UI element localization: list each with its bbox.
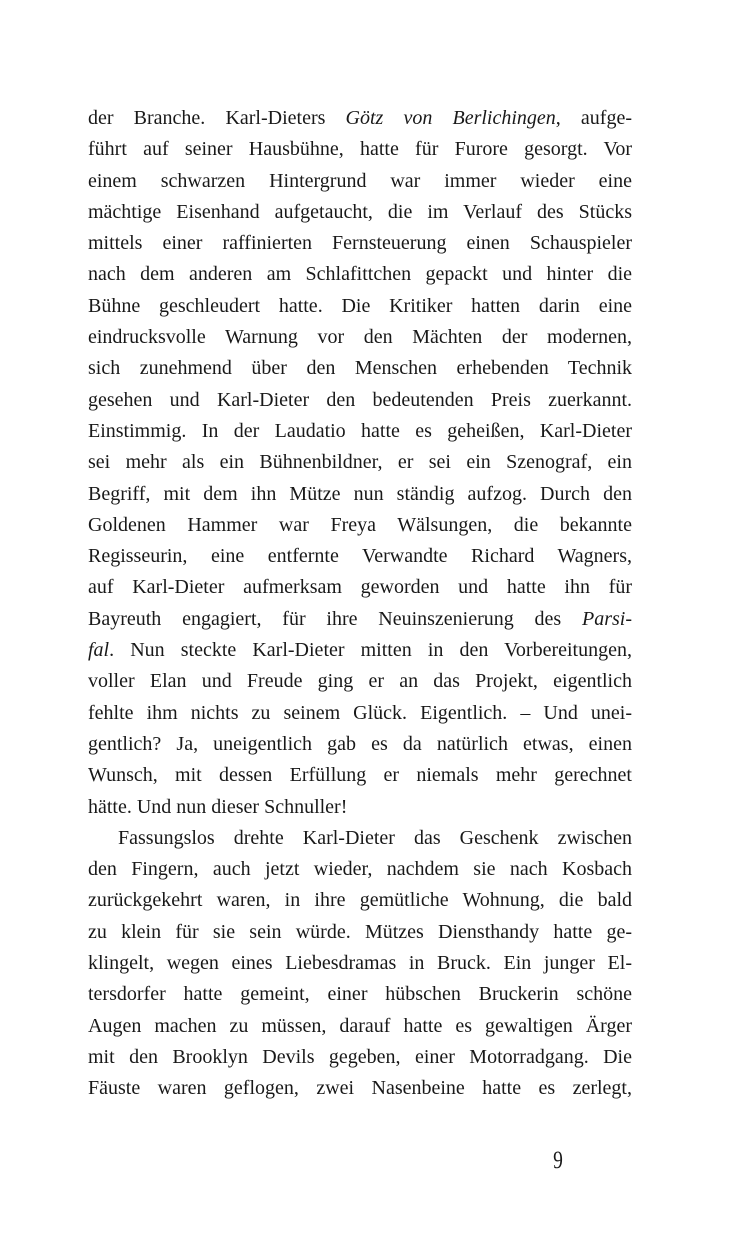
text-line — [88, 666, 632, 697]
text-segment: , aufge- — [555, 107, 632, 129]
text-segment: Begriff, mit dem ihn Mütze nun ständig aufzog. Durch den — [88, 482, 632, 505]
text-line — [88, 917, 632, 948]
page-number: 9 — [553, 1147, 563, 1174]
text-segment: mit den Brooklyn Devils gegeben, einer Motorradgang. Die — [88, 1045, 632, 1068]
text-segment: Fäuste waren geflogen, zwei Nasenbeine hatte es zerlegt, — [88, 1077, 632, 1100]
text-segment: einem schwarzen Hintergrund war immer wieder eine — [88, 169, 632, 192]
text-line — [88, 635, 632, 666]
text-line — [88, 479, 632, 510]
text-line — [88, 698, 632, 729]
text-segment: Bühne geschleudert hatte. Die Kritiker hatten darin eine — [88, 294, 632, 317]
text-segment: auf Karl-Dieter aufmerksam geworden und hatte ihn für — [88, 576, 632, 599]
text-line — [88, 541, 632, 572]
text-line — [88, 1073, 632, 1104]
text-segment: Regisseurin, eine entfernte Verwandte Richard Wagners, — [88, 545, 632, 568]
text-line — [88, 760, 632, 791]
text-segment: klingelt, wegen eines Liebesdramas in Bruck. Ein junger El- — [88, 952, 632, 975]
text-line — [88, 166, 632, 197]
text-segment: sich zunehmend über den Menschen erhebenden Technik — [88, 357, 632, 380]
text-line — [88, 291, 632, 322]
text-segment: fehlte ihm nichts zu seinem Glück. Eigentlich. – Und unei- — [88, 701, 632, 724]
text-segment: . Nun steckte Karl-Dieter mitten in den Vorbereitungen, — [109, 639, 632, 662]
text-segment: mittels einer raffinierten Fernsteuerung einen Schauspieler — [88, 232, 632, 255]
text-segment: Wunsch, mit dessen Erfüllung er niemals mehr gerechnet — [88, 764, 632, 787]
text-line — [88, 385, 632, 416]
italic-text-segment: Parsi- — [582, 607, 632, 630]
text-line — [88, 948, 632, 979]
text-line — [88, 510, 632, 541]
text-segment: führt auf seiner Hausbühne, hatte für Furore gesorgt. Vor — [88, 138, 632, 161]
text-line — [88, 353, 632, 384]
text-line — [88, 979, 632, 1010]
text-line — [88, 1011, 632, 1042]
text-line — [88, 854, 632, 885]
text-segment: tersdorfer hatte gemeint, einer hübschen Bruckerin schöne — [88, 983, 632, 1006]
text-segment: Fassungslos drehte Karl-Dieter das Geschenk zwischen — [118, 826, 632, 849]
text-line — [88, 885, 632, 916]
text-line — [88, 416, 632, 447]
text-segment: sei mehr als ein Bühnenbildner, er sei ein Szenograf, ein — [88, 451, 632, 474]
text-line — [88, 197, 632, 228]
text-line — [88, 1042, 632, 1073]
text-line — [88, 259, 632, 290]
italic-text-segment: fal — [88, 639, 110, 662]
text-segment: mächtige Eisenhand aufgetaucht, die im Verlauf des Stücks — [88, 200, 632, 223]
text-segment: zu klein für sie sein würde. Mützes Diensthandy hatte ge- — [88, 920, 632, 943]
text-line — [88, 792, 632, 823]
text-segment: der Branche. Karl-Dieters — [88, 107, 346, 129]
text-line — [88, 572, 632, 603]
italic-text-segment: Götz von Berlichingen — [345, 107, 556, 129]
text-line — [88, 322, 632, 353]
text-segment: Augen machen zu müssen, darauf hatte es gewaltigen Ärger — [88, 1014, 632, 1037]
text-line — [88, 729, 632, 760]
text-block — [88, 103, 632, 1105]
text-segment: den Fingern, auch jetzt wieder, nachdem sie nach Kosbach — [88, 858, 632, 881]
text-segment: hätte. Und nun dieser Schnuller! — [88, 795, 348, 818]
text-segment: gesehen und Karl-Dieter den bedeutenden Preis zuerkannt. — [88, 388, 632, 411]
text-segment: gentlich? Ja, uneigentlich gab es da natürlich etwas, einen — [88, 732, 632, 755]
text-line — [88, 823, 632, 854]
text-segment: nach dem anderen am Schlafittchen gepackt und hinter die — [88, 263, 632, 286]
text-line — [88, 103, 632, 134]
text-segment: Goldenen Hammer war Freya Wälsungen, die bekannte — [88, 513, 632, 536]
text-line — [88, 604, 632, 635]
text-line — [88, 447, 632, 478]
text-line — [88, 228, 632, 259]
text-segment: voller Elan und Freude ging er an das Projekt, eigentlich — [88, 670, 632, 693]
text-segment: eindrucksvolle Warnung vor den Mächten der modernen, — [88, 326, 632, 349]
text-segment: Einstimmig. In der Laudatio hatte es geheißen, Karl-Dieter — [88, 419, 632, 442]
text-segment: zurückgekehrt waren, in ihre gemütliche Wohnung, die bald — [88, 889, 632, 912]
text-segment: Bayreuth engagiert, für ihre Neuinszenierung des — [88, 607, 582, 630]
text-line — [88, 134, 632, 165]
